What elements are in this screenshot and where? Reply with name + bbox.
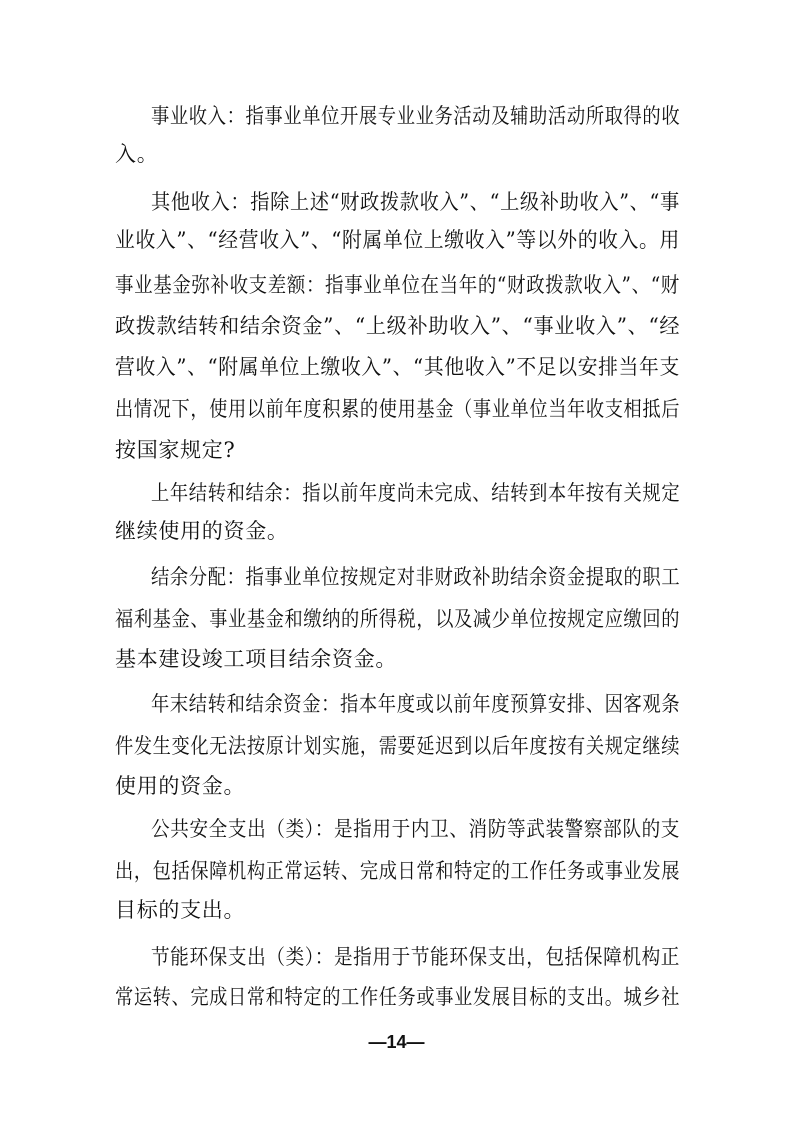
document-page: 事业收入：指事业单位开展专业业务活动及辅助活动所取得的收 入。 其他收入：指除上述“财政拨款收入”、“上级补助收入”、“事 业收入”、“经营收入”、“附属单位上缴收入”等以外的收入。用 事业基金弥补收支差额：指事业单位在当年的“财政拨款收入”、“财 政拨款结转和结余资金”、“上级补助收入”、“事业收入”、“经 营收入”、“附属单位上缴收入”、“其他收入”不足以安排当年支 出情况下，使用以前年度积累的使用基金（事业单位当年收支相抵后 按国家规定? 上年结转和结余：指以前年度尚未完成、结转到本年按有关规定 继续使用的资金。 结余分配：指事业单位按规定对非财政补助结余资金提取的职工 福利基金、事业基金和缴纳的所得税，以及减少单位按规定应缴回的 基本建设竣工项目结余资金。 年末结转和结余资金：指本年度或以前年度预算安排、因客观条 件发生变化无法按原计划实施，需要延迟到以后年度按有关规定继续 使用的资金。 公共安全支出（类）：是指用于内卫、消防等武装警察部队的支 出，包括保障机构正常运转、完成日常和特定的工作任务或事业发展 目标的支出。 节能环保支出（类）：是指用于节能环保支出，包括保障机构正 常运转、完成日常和特定的工作任务或事业发展目标的支出。城乡社 —14— [0, 0, 793, 1122]
page-number: —14— [368, 1032, 425, 1052]
